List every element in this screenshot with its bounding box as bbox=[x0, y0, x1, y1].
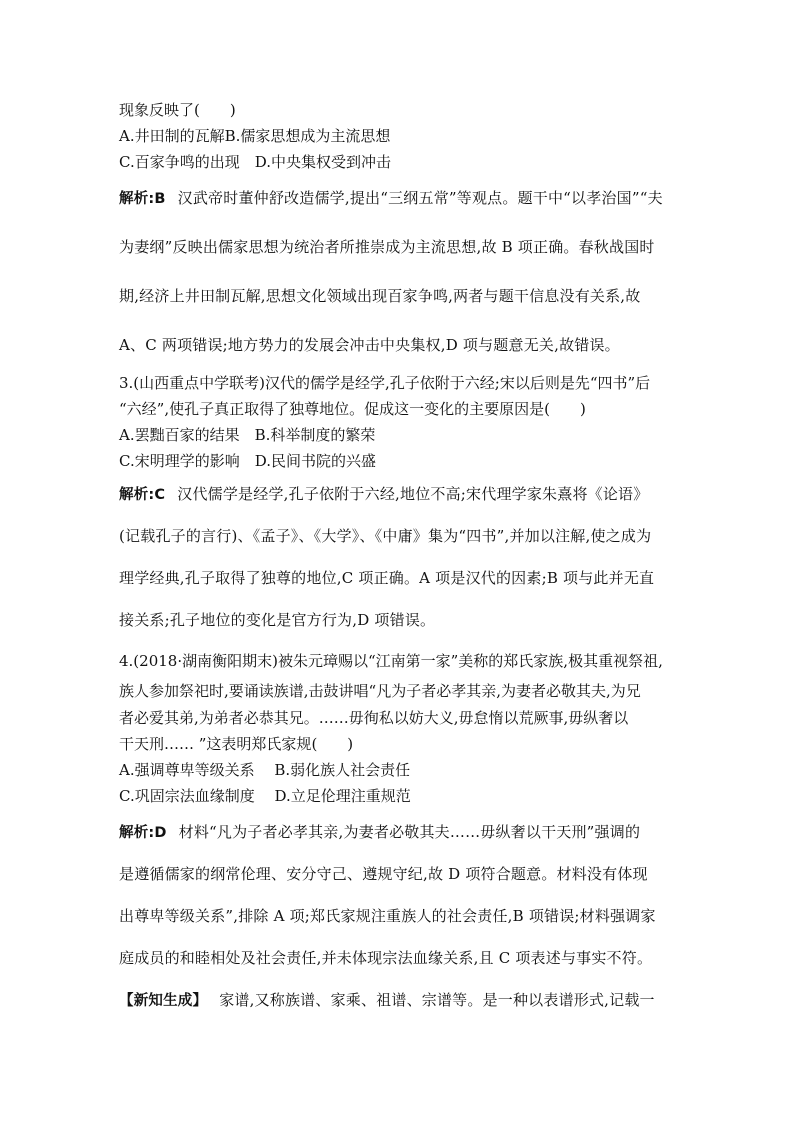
q2-analysis-line bbox=[119, 188, 679, 209]
q4-analysis-line bbox=[119, 822, 679, 843]
q3-analysis-label: 解析:C bbox=[119, 487, 166, 503]
q3-analysis-line: 接关系;孔子地位的变化是官方行为,D 项错误。 bbox=[119, 611, 436, 629]
q3-option-line: C.宋明理学的影响 D.民间书院的兴盛 bbox=[119, 452, 376, 470]
new-knowledge-line bbox=[119, 990, 679, 1011]
q4-analysis-line: 是遵循儒家的纲常伦理、安分守己、遵规守纪,故 D 项符合题意。材料没有体现 bbox=[119, 865, 648, 883]
new-knowledge-label: 【新知生成】 bbox=[119, 993, 208, 1009]
q3-option-line: A.罢黜百家的结果 B.科举制度的繁荣 bbox=[119, 426, 376, 444]
q2-analysis-line: 期,经济上井田制瓦解,思想文化领域出现百家争鸣,两者与题干信息没有关系,故 bbox=[119, 287, 641, 305]
q4-analysis-line: 庭成员的和睦相处及社会责任,并未体现宗法血缘关系,且 C 项表述与事实不符。 bbox=[119, 949, 653, 967]
q3-analysis-line bbox=[119, 484, 679, 505]
q2-analysis-label: 解析:B bbox=[119, 191, 166, 207]
q2-option-line: A.井田制的瓦解B.儒家思想成为主流思想 bbox=[119, 127, 391, 145]
q3-analysis-text: 汉代儒学是经学,孔子依附于六经,地位不高;宋代理学家朱熹将《论语》 bbox=[177, 485, 649, 503]
q4-stem-line: 4.(2018·湖南衡阳期末)被朱元璋赐以“江南第一家”美称的郑氏家族,极其重视祭祖, bbox=[119, 652, 663, 670]
q3-analysis-line: (记载孔子的言行)、《孟子》、《大学》、《中庸》集为“四书”,并加以注解,使之成为 bbox=[119, 527, 652, 545]
q4-stem-line: 者必爱其弟,为弟者必恭其兄。……毋徇私以妨大义,毋怠惰以荒厥事,毋纵奢以 bbox=[119, 709, 629, 727]
q2-analysis-line: 为妻纲”反映出儒家思想为统治者所推崇成为主流思想,故 B 项正确。春秋战国时 bbox=[119, 238, 655, 256]
q2-stem-tail: 现象反映了( ) bbox=[119, 101, 236, 119]
q4-stem-line: 族人参加祭祀时,要诵读族谱,击鼓讲唱“凡为子者必孝其亲,为妻者必敬其夫,为兄 bbox=[119, 682, 641, 700]
q4-analysis-line: 出尊卑等级关系”,排除 A 项;郑氏家规注重族人的社会责任,B 项错误;材料强调家 bbox=[119, 907, 656, 925]
q2-analysis-text: 汉武帝时董仲舒改造儒学,提出“三纲五常”等观点。题干中“以孝治国”“夫 bbox=[177, 189, 663, 207]
new-knowledge-text: 家谱,又称族谱、家乘、祖谱、宗谱等。是一种以表谱形式,记载一 bbox=[219, 991, 655, 1009]
q3-analysis-line: 理学经典,孔子取得了独尊的地位,C 项正确。A 项是汉代的因素;B 项与此并无直 bbox=[119, 569, 655, 587]
q2-analysis-line: A、C 两项错误;地方势力的发展会冲击中央集权,D 项与题意无关,故错误。 bbox=[119, 336, 620, 354]
q3-stem-line: 3.(山西重点中学联考)汉代的儒学是经学,孔子依附于六经;宋以后则是先“四书”后 bbox=[119, 374, 651, 392]
q4-stem-line: 干天刑…… ”这表明郑氏家规( ) bbox=[119, 735, 354, 753]
q4-analysis-label: 解析:D bbox=[119, 825, 167, 841]
q4-analysis-text: 材料“凡为子者必孝其亲,为妻者必敬其夫……毋纵奢以干天刑”强调的 bbox=[178, 823, 641, 841]
q3-stem-line: “六经”,使孔子真正取得了独尊地位。促成这一变化的主要原因是( ) bbox=[119, 400, 586, 418]
q4-option-line: C.巩固宗法血缘制度 D.立足伦理注重规范 bbox=[119, 787, 411, 805]
q4-option-line: A.强调尊卑等级关系 B.弱化族人社会责任 bbox=[119, 761, 411, 779]
q2-option-line: C.百家争鸣的出现 D.中央集权受到冲击 bbox=[119, 153, 391, 171]
